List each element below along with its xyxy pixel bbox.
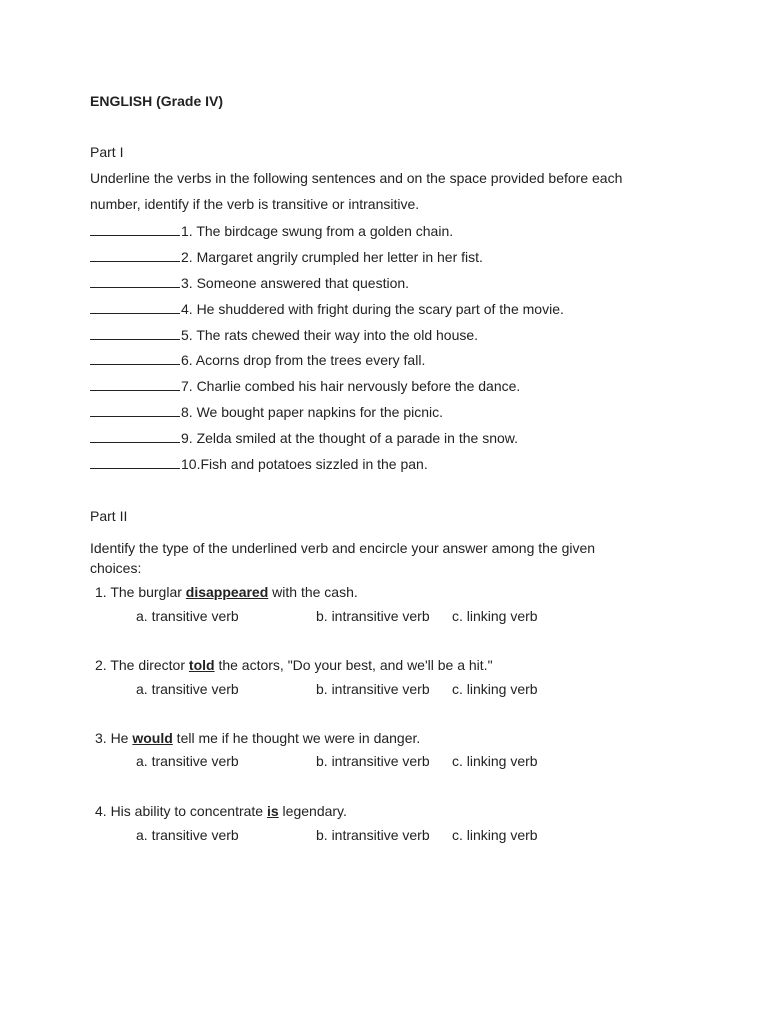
part2-instructions-line2: choices: [90,560,142,576]
question-3: 3. He would tell me if he thought we were in danger. [95,730,421,746]
part2-instructions-line1: Identify the type of the underlined verb and encircle your answer among the given [90,540,596,556]
answer-blank[interactable] [90,350,180,365]
choice-linking[interactable]: c. linking verb [452,827,538,843]
answer-blank[interactable] [90,273,180,288]
part1-item: 3. Someone answered that question. [90,273,409,292]
answer-blank[interactable] [90,221,180,236]
part1-item: 8. We bought paper napkins for the picnic. [90,402,443,421]
underlined-verb: would [132,730,173,746]
part1-item: 4. He shuddered with fright during the scary part of the movie. [90,299,564,318]
choice-linking[interactable]: c. linking verb [452,753,538,769]
choice-linking[interactable]: c. linking verb [452,608,538,624]
question-2: 2. The director told the actors, "Do your best, and we'll be a hit." [95,657,493,673]
answer-blank[interactable] [90,428,180,443]
choice-intransitive[interactable]: b. intransitive verb [316,681,430,697]
choice-transitive[interactable]: a. transitive verb [136,827,239,843]
question-1: 1. The burglar disappeared with the cash. [95,584,358,600]
choice-intransitive[interactable]: b. intransitive verb [316,827,430,843]
question-4: 4. His ability to concentrate is legendary. [95,803,347,819]
choice-linking[interactable]: c. linking verb [452,681,538,697]
part1-item: 1. The birdcage swung from a golden chain. [90,221,453,240]
page-title: ENGLISH (Grade IV) [90,93,224,109]
part1-item: 7. Charlie combed his hair nervously before the dance. [90,376,520,395]
answer-blank[interactable] [90,376,180,391]
part1-item: 10.Fish and potatoes sizzled in the pan. [90,454,428,473]
choice-transitive[interactable]: a. transitive verb [136,681,239,697]
part1-heading: Part I [90,144,124,160]
part1-instructions-line1: Underline the verbs in the following sentences and on the space provided before each [90,170,623,186]
choice-intransitive[interactable]: b. intransitive verb [316,753,430,769]
answer-blank[interactable] [90,454,180,469]
part1-item: 2. Margaret angrily crumpled her letter in her fist. [90,247,483,266]
underlined-verb: disappeared [185,584,269,600]
part1-instructions-line2: number, identify if the verb is transitive or intransitive. [90,196,420,212]
answer-blank[interactable] [90,299,180,314]
answer-blank[interactable] [90,402,180,417]
answer-blank[interactable] [90,247,180,262]
underlined-verb: is [266,803,279,819]
part1-item: 5. The rats chewed their way into the old house. [90,325,478,344]
part1-item: 9. Zelda smiled at the thought of a parade in the snow. [90,428,518,447]
part2-heading: Part II [90,508,128,524]
choice-transitive[interactable]: a. transitive verb [136,753,239,769]
underlined-verb: told [188,657,215,673]
choice-intransitive[interactable]: b. intransitive verb [316,608,430,624]
answer-blank[interactable] [90,325,180,340]
part1-item: 6. Acorns drop from the trees every fall. [90,350,425,369]
choice-transitive[interactable]: a. transitive verb [136,608,239,624]
